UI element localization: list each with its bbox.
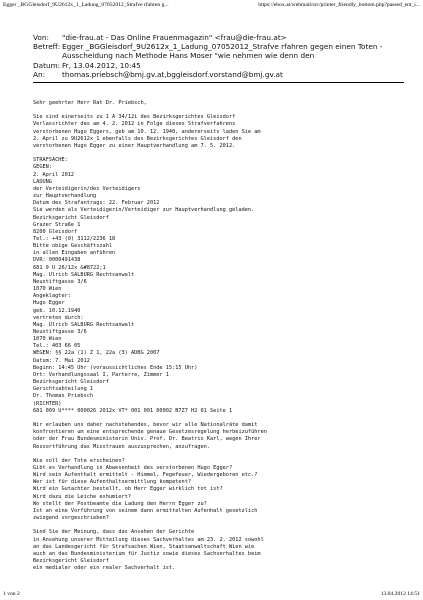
print-header-url: https://ebox.at/webmail/src/printer_friendly_bottom.php?passed_ent_i...: [258, 2, 420, 8]
to-value: thomas.priebsch@bmj.gv.at,bggleisdorf.vorstand@bmj.gv.at: [62, 69, 283, 79]
from-row: [33, 33, 403, 42]
header-divider: [33, 82, 404, 83]
subject-label: Betreff:: [33, 42, 61, 52]
page-indicator: 1 von 2: [3, 591, 20, 597]
print-header: [3, 2, 420, 8]
email-body: Sehr geehrter Herr Rat Dr. Priebsch, Sie sind einerseits zu 1 A 34/12i des Bezirksgerichtes Gleisdorf Verlassrichter des am 4. 2. 2012 in Folge dieses Strafverfahrens verstorbenen Hugo Eggers, geb am 10. 12. 1940, andererseits laden Sie am 2. April zu 9U2612x_1 ebenfalls des Bezirksgerichtes Gleisdorf den verstorbenen Hugo Egger zu einer Hauptverhandlung am 7. 5. 2012. STRAFSACHE: GEGEN: 2. April 2012 LADUNG der Verteidigerin/des Verteidigers zur Hauptverhandlung Datum des Strafantrags: 22. Februar 2012 Sie werden als Verteidigerin/Verteidiger zur Hauptverhandlung geladen. Bezirksgericht Gleisdorf Grazer Straße 1 8200 Gleisdorf Tel.: +43 (0) 3112/2236 18 Bitte obige Geschäftszahl in allen Eingaben anführen DVR: 0000491438 681 9 U 26/12x &#8722;1 Mag. Ulrich SALBURG Rechtsanwalt Neustiftgasse 3/6 1070 Wien Angeklagter: Hugo Egger geb. 10.12.1940 vertreten durch: Mag. Ulrich SALBURG Rechtsanwalt Neustiftgasse 3/6 1070 Wien Tel.: 403 66 05 WEGEN: §§ 22a (1) Z 1, 22a (3) ADBG 2007 Datum: 7. Mai 2012 Beginn: 14:45 Uhr (voraussichtliches Ende 15:15 Uhr) Ort: Verhandlungssaal I, Parterre, Zimmer 1 Bezirksgericht Gleisdorf Gerichtsabteilung 1 Dr. Thomas Priebsch (RICHTER) 681 009 U**** 000026 2012x VT* 001 001 00002 B7Z7 H2 01 Seite 1 Wir erlauben uns daher nachstehendes, bevor wir alle Nationalräte damit konfrontieren um eine entsprechende genaue Gesetzesregelung herbeizuführen oder der Frau Bundesministerin Univ. Prof. Dr. Beatrix Karl, wegen Ihrer Ressortführung das Misstrauen auszusprechen, anzufragen. Wie soll der Tote erscheinen? Gibt es Verhandlung in Abwesenheit des verstorbenen Hugo Egger? Wird sein Aufenthalt ermittelt - Himmel, Fegefeuer, Wiedergeboren etc.? Wer ist für diese Aufenthaltsermittlung kompetent? Wird ein Gutachter bestellt, ob Herr Egger wirklich tot ist? Wird dazu die Leiche exhumiert? Wo stellt der Postbeamte die Ladung den Herrn Egger zu? Ist an eine Vorführung von seinem dann ermittelten Aufenhalt gesetzlich zwingend vorgeschrieben? Sind Sie der Meinung, dass das Ansehen der Gerichte in Ansehung unserer Mitteilung dieses Sachverhaltes am 23. 2. 2012 sowohl an das Landesgericht für Strafsachen Wien, Staatsanwaltschaft Wien wie auch an das Bundesministerium für Justiz sowie dieses Sachverhaltes beim Bezirksgericht Gleisdorf ein medialer oder ein realer Sachverhalt ist.: [33, 100, 267, 572]
date-row: [33, 61, 403, 70]
print-header-title: Egger _BGGleisdorf_9U2612x_1_Ladung_07052012_Strafve rfahren g...: [3, 2, 169, 8]
print-footer: [3, 591, 420, 597]
subject-row: [33, 42, 403, 60]
from-label: Von:: [33, 33, 49, 42]
from-value: "die-frau.at - Das Online Frauenmagazin" <frau@die-frau.at>: [62, 33, 287, 42]
date-label: Datum:: [33, 60, 61, 70]
to-label: An:: [33, 69, 46, 79]
subject-value: Egger _BGGleisdorf_9U2612x_1_Ladung_07052012_Strafve rfahren gegen einen Toten - Ausscheidung nach Methode Hans Moser "wie nehmen wie denn den: [62, 42, 385, 61]
date-value: Fr, 13.04.2012, 10:45: [62, 60, 141, 70]
to-row: [33, 70, 403, 79]
email-header: [33, 33, 403, 79]
print-timestamp: 13.04.2012 14:51: [380, 591, 420, 597]
